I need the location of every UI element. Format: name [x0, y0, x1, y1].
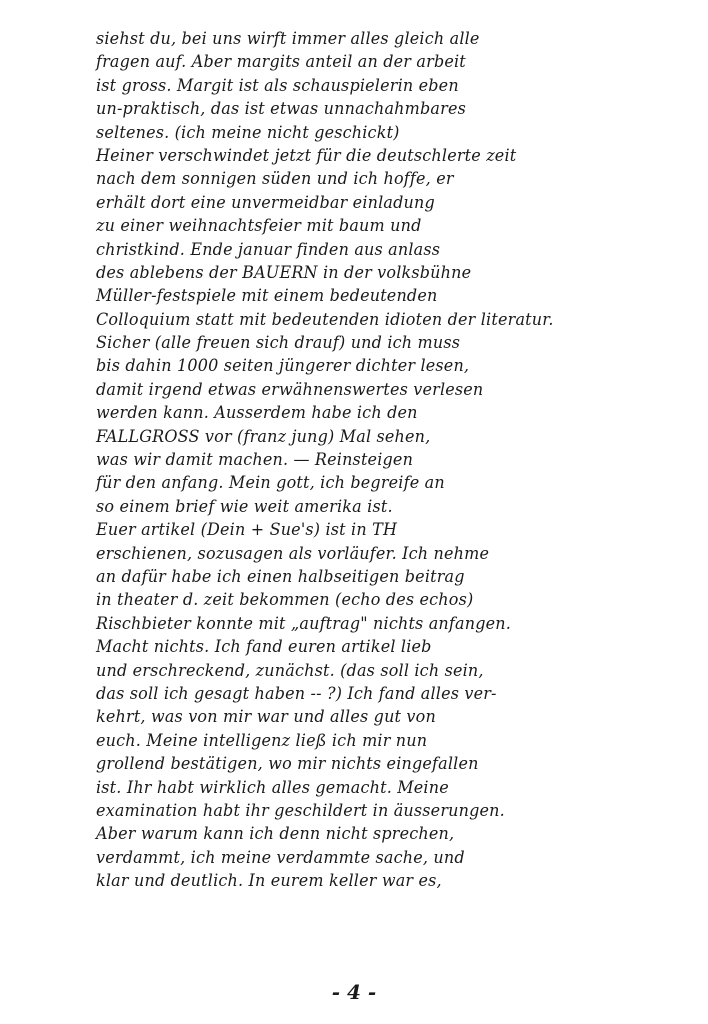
letter-line: werden kann. Ausserdem habe ich den [96, 403, 418, 424]
letter-line: euch. Meine intelligenz ließ ich mir nun [96, 730, 428, 751]
letter-line: so einem brief wie weit amerika ist. [96, 496, 393, 517]
letter-line: das soll ich gesagt haben -- ?) Ich fand alles ver- [96, 683, 497, 704]
letter-line: seltenes. (ich meine nicht geschickt) [96, 122, 400, 143]
letter-line: des ablebens der BAUERN in der volksbühne [96, 262, 472, 283]
letter-line: un-praktisch, das ist etwas unnachahmbares [96, 99, 466, 120]
letter-line: klar und deutlich. In eurem keller war es, [96, 871, 442, 892]
letter-line: grollend bestätigen, wo mir nichts eingefallen [96, 754, 479, 775]
letter-line: Colloquium statt mit bedeutenden idioten der literatur. [96, 309, 554, 330]
letter-line: zu einer weihnachtsfeier mit baum und [96, 216, 422, 237]
letter-line: verdammt, ich meine verdammte sache, und [96, 847, 465, 868]
letter-line: und erschreckend, zunächst. (das soll ich sein, [96, 660, 484, 681]
letter-line: ist. Ihr habt wirklich alles gemacht. Meine [96, 777, 449, 798]
letter-line: Rischbieter konnte mit „auftrag" nichts anfangen. [96, 613, 512, 634]
letter-line: siehst du, bei uns wirft immer alles gleich alle [96, 29, 480, 49]
letter-line: erschienen, sozusagen als vorläufer. Ich nehme [96, 543, 490, 564]
letter-line: christkind. Ende januar finden aus anlass [96, 239, 441, 260]
letter-line: nach dem sonnigen süden und ich hoffe, er [96, 169, 454, 190]
letter-line: bis dahin 1000 seiten jüngerer dichter lesen, [96, 356, 470, 377]
letter-line: Heiner verschwindet jetzt für die deutschlerte zeit [96, 145, 517, 166]
letter-line: Euer artikel (Dein + Sue's) ist in TH [96, 520, 398, 541]
letter-line: für den anfang. Mein gott, ich begreife an [96, 473, 445, 494]
letter-line: in theater d. zeit bekommen (echo des echos) [96, 590, 474, 611]
letter-line: kehrt, was von mir war und alles gut von [96, 707, 436, 728]
letter-body [96, 28, 696, 893]
letter-line: examination habt ihr geschildert in äusserungen. [96, 800, 505, 821]
letter-line: Müller-festspiele mit einem bedeutenden [96, 286, 438, 307]
letter-line: Sicher (alle freuen sich drauf) und ich muss [96, 333, 461, 354]
letter-line: Aber warum kann ich denn nicht sprechen, [96, 824, 455, 845]
letter-line: fragen auf. Aber margits anteil an der arbeit [96, 52, 466, 73]
letter-line: erhält dort eine unvermeidbar einladung [96, 192, 435, 213]
page-number: - 4 - [331, 980, 377, 1004]
letter-line: ist gross. Margit ist als schauspielerin eben [96, 75, 459, 96]
letter-line: damit irgend etwas erwähnenswertes verlesen [96, 379, 484, 400]
letter-line: FALLGROSS vor (franz jung) Mal sehen, [96, 426, 431, 447]
letter-line: an dafür habe ich einen halbseitigen beitrag [96, 566, 465, 587]
letter-line: Macht nichts. Ich fand euren artikel lieb [96, 637, 432, 658]
letter-line: was wir damit machen. — Reinsteigen [96, 450, 414, 471]
